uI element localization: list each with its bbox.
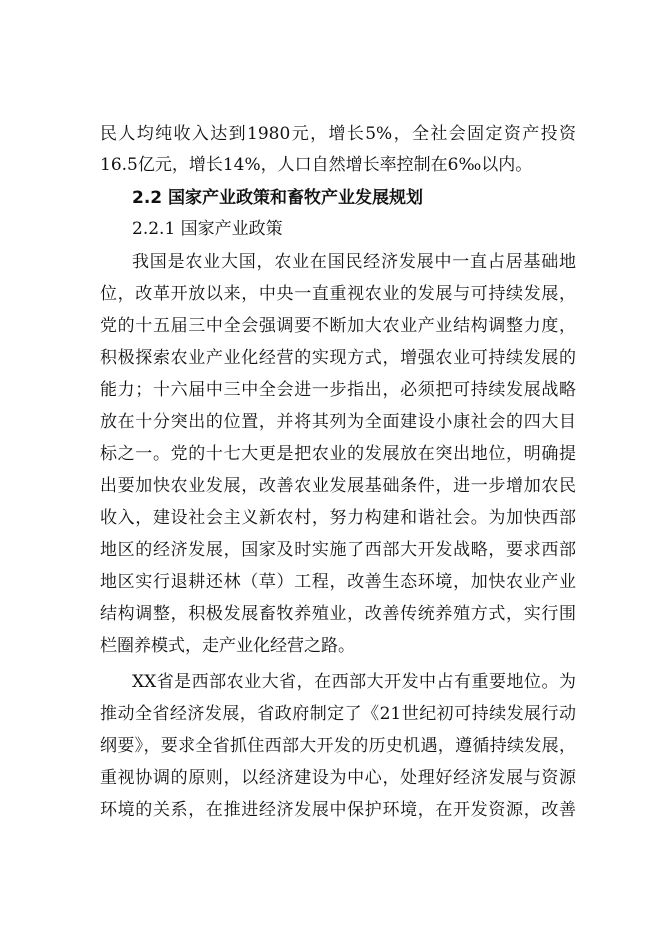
body-text-line: 标之一。党的十七大更是把农业的发展放在突出地位，明确提 <box>100 444 576 464</box>
body-text-line: 积极探索农业产业化经营的实现方式，增强农业可持续发展的 <box>100 348 576 368</box>
body-text-line: 地区的经济发展，国家及时实施了西部大开发战略，要求西部 <box>100 540 576 560</box>
body-text-line: 地区实行退耕还林（草）工程，改善生态环境，加快农业产业 <box>100 572 576 592</box>
body-text-line: 纲要》，要求全省抓住西部大开发的历史机遇，遵循持续发展， <box>100 736 576 756</box>
body-text-line: 重视协调的原则，以经济建设为中心，处理好经济发展与资源 <box>100 768 576 788</box>
body-text-line: 栏圈养模式，走产业化经营之路。 <box>100 636 355 656</box>
body-text-line: 推动全省经济发展，省政府制定了《21世纪初可持续发展行动 <box>100 704 576 724</box>
body-text-line: 16.5亿元，增长14%，人口自然增长率控制在6‰以内。 <box>100 155 533 175</box>
body-text-line: 放在十分突出的位置，并将其列为全面建设小康社会的四大目 <box>100 412 576 432</box>
paragraph-first-line: 我国是农业大国，农业在国民经济发展中一直占居基础地 <box>132 252 576 272</box>
body-text-line: 收入，建设社会主义新农村，努力构建和谐社会。为加快西部 <box>100 508 576 528</box>
body-text-line: 环境的关系，在推进经济发展中保护环境，在开发资源，改善 <box>100 800 576 820</box>
subsection-heading: 2.2.1 国家产业政策 <box>132 219 283 239</box>
body-text-line: 党的十五届三中全会强调要不断加大农业产业结构调整力度， <box>100 316 576 336</box>
section-heading: 2.2 国家产业政策和畜牧产业发展规划 <box>132 188 424 208</box>
body-text-line: 结构调整，积极发展畜牧养殖业，改善传统养殖方式，实行围 <box>100 604 576 624</box>
paragraph-first-line: XX省是西部农业大省，在西部大开发中占有重要地位。为 <box>132 672 576 692</box>
body-text-line: 能力；十六届中三中全会进一步指出，必须把可持续发展战略 <box>100 380 576 400</box>
body-text-line: 位，改革开放以来，中央一直重视农业的发展与可持续发展， <box>100 284 576 304</box>
body-text-line: 民人均纯收入达到1980元，增长5%，全社会固定资产投资 <box>100 124 576 144</box>
body-text-line: 出要加快农业发展，改善农业发展基础条件，进一步增加农民 <box>100 476 576 496</box>
